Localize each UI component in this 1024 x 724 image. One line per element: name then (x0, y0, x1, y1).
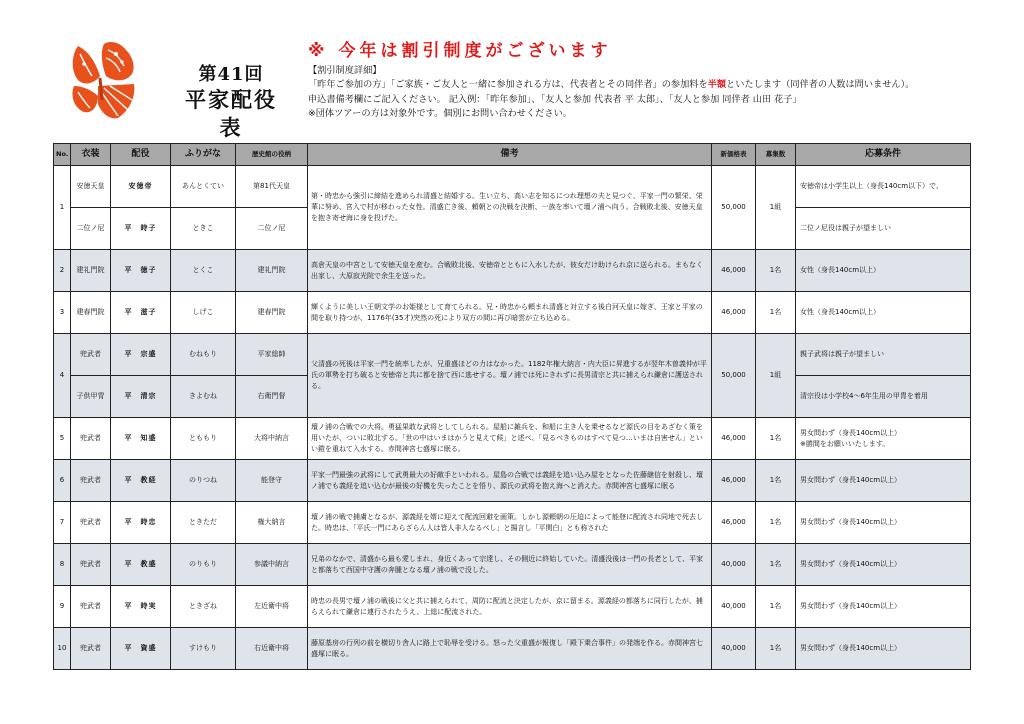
title-name: 平家配役表 (185, 87, 277, 140)
row-costume: 兜武者 (71, 502, 111, 544)
row-count: 1名 (756, 418, 796, 460)
row-count: 1組 (756, 166, 796, 250)
role-table (53, 143, 971, 670)
row-price: 46,000 (712, 460, 756, 502)
row-kana: のりもり (171, 544, 236, 586)
row-note: 壇ノ浦の合戦での大将。勇猛果敢な武将としてしられる。屋船に雑兵を、和船に主き人を乗せるなど源氏の目をあざむく策を用いたが、ついに敗北する。「世の中はいまはかうと見えて候」と述べ、「見るべきものはすべて見つ…いまは自害せん」といい鎧を重ねて入水する。赤間神宮七盛塚に眠る。 (308, 418, 712, 460)
row-price: 46,000 (712, 292, 756, 334)
row-cast: 平家総帥 (236, 334, 308, 376)
row-no: 3 (54, 292, 71, 334)
row-conditions: 男女問わず（身長140cm以上） (796, 586, 971, 628)
row-costume: 子供甲冑 (71, 376, 111, 418)
row-note: 父清盛の死後は平家一門を統率したが、兄重盛ほどの力はなかった。1182年権大納言・内大臣に昇進するが翌年木曽義仲が平氏の軍勢を打ち破ると安徳帝と共に都を捨て西に逃せする。壇ノ浦では死にきれずに長男清宗と共に捕えられ鎌倉に護送される。 (308, 334, 712, 418)
row-note: 兄弟のなかで、清盛から最も愛しまれ、身近くあって宗達し、その側近に終始していた。清盛没後は一門の長老として、平家と都落ちて西国中守護の奔腫となる壇ノ浦の戦で没した。 (308, 544, 712, 586)
row-count: 1名 (756, 544, 796, 586)
row-conditions: 安徳帝は小学生以上（身長140cm以下）で、 (796, 166, 971, 208)
row-kana: すけもり (171, 628, 236, 670)
row-conditions: 女性（身長140cm以上） (796, 292, 971, 334)
row-conditions: 男女問わず（身長140cm以上） (796, 502, 971, 544)
table-row (54, 292, 971, 334)
row-note: 平家一門最強の武将にして武勇最大の好敵手といわれる。屋島の合戦では義経を追い込み屋をとなった佐藤継信を射殺し、壇ノ浦でも義経を追い込むが最後の好機を失ったことを悟り、源氏の武将を抱え海へと消えた。赤間神宮七盛塚に眠る (308, 460, 712, 502)
row-costume: 安徳天皇 (71, 166, 111, 208)
row-cast: 参議中納言 (236, 544, 308, 586)
row-price: 50,000 (712, 166, 756, 250)
row-no: 8 (54, 544, 71, 586)
row-role: 平 徳子 (111, 250, 171, 292)
header-costume: 衣装 (71, 144, 111, 166)
row-conditions: 男女問わず（身長140cm以上） (796, 544, 971, 586)
header-price: 新価格表 (712, 144, 756, 166)
table-row (54, 166, 971, 208)
header-note: 備考 (308, 144, 712, 166)
discount-line-1-post: といたします（同伴者の人数は問いません）。 (726, 79, 915, 91)
row-cast: 能登守 (236, 460, 308, 502)
header-kana: ふりがな (171, 144, 236, 166)
row-no: 4 (54, 334, 71, 418)
table-row (54, 586, 971, 628)
discount-line-1 (308, 78, 998, 92)
row-price: 40,000 (712, 544, 756, 586)
row-kana: しげこ (171, 292, 236, 334)
row-kana: のりつね (171, 460, 236, 502)
row-count: 1名 (756, 460, 796, 502)
table-row (54, 418, 971, 460)
row-kana: ときこ (171, 208, 236, 250)
row-kana: きよむね (171, 376, 236, 418)
row-count: 1名 (756, 292, 796, 334)
row-conditions: 男女問わず（身長140cm以上） (796, 460, 971, 502)
row-costume: 兜武者 (71, 544, 111, 586)
row-role: 安徳帝 (111, 166, 171, 208)
row-role: 平 時忠 (111, 502, 171, 544)
row-role: 平 宗盛 (111, 334, 171, 376)
row-role: 平 資盛 (111, 628, 171, 670)
row-kana: むねもり (171, 334, 236, 376)
row-cast: 建礼門院 (236, 250, 308, 292)
row-cast: 左近衛中将 (236, 586, 308, 628)
row-conditions: 女性（身長140cm以上） (796, 250, 971, 292)
row-cast: 建春門院 (236, 292, 308, 334)
row-costume: 建春門院 (71, 292, 111, 334)
discount-headline: ※ 今年は割引制度がございます (308, 41, 612, 61)
row-costume: 兜武者 (71, 586, 111, 628)
row-kana: ときざね (171, 586, 236, 628)
row-kana: とももり (171, 418, 236, 460)
row-count: 1名 (756, 250, 796, 292)
row-cast: 二位ノ尼 (236, 208, 308, 250)
row-count: 1名 (756, 628, 796, 670)
row-cast: 右近衛中将 (236, 628, 308, 670)
row-no: 6 (54, 460, 71, 502)
table-row (54, 544, 971, 586)
row-costume: 兜武者 (71, 460, 111, 502)
table-row (54, 334, 971, 376)
row-costume: 兜武者 (71, 418, 111, 460)
table-row (54, 502, 971, 544)
row-price: 40,000 (712, 586, 756, 628)
row-cast: 権大納言 (236, 502, 308, 544)
row-role: 平 滋子 (111, 292, 171, 334)
row-role: 平 時子 (111, 208, 171, 250)
row-note: 時忠の長男で壇ノ浦の戦後に父と共に捕えられて、周防に配流と決定したが、京に留まる。源義経の都落ちに同行したが、捕らえられて鎌倉に連行されたうえ、上総に配流された。 (308, 586, 712, 628)
page-title (176, 64, 286, 142)
row-costume: 建礼門院 (71, 250, 111, 292)
table-row (54, 460, 971, 502)
row-conditions: 二位ノ尼役は親子が望ましい (796, 208, 971, 250)
header-conditions: 応募条件 (796, 144, 971, 166)
row-conditions: 清宗役は小学校4～6年生用の甲冑を着用 (796, 376, 971, 418)
table-row (54, 250, 971, 292)
row-no: 9 (54, 586, 71, 628)
discount-notice (308, 38, 998, 121)
discount-line-2: 申込書備考欄にご記入ください。 記入例：「昨年参加」、「友人と参加 代表者 平 太郎」、「友人と参加 同伴者 山田 花子」 (308, 93, 802, 105)
row-no: 7 (54, 502, 71, 544)
row-role: 平 清宗 (111, 376, 171, 418)
row-costume: 兜武者 (71, 334, 111, 376)
row-price: 40,000 (712, 628, 756, 670)
row-price: 50,000 (712, 334, 756, 418)
row-conditions: 男女問わず（身長140cm以上） ※勝間をお願いいたします。 (796, 418, 971, 460)
header-cast: 歴史館の役柄 (236, 144, 308, 166)
row-note: 高倉天皇の中宮として安徳天皇を産む。合戦敗北後、安徳帝とともに入水したが、彼女だけ助けられ京に送られる。まもなく出家し、大原寂光院で余生を送った。 (308, 250, 712, 292)
row-costume: 二位ノ尼 (71, 208, 111, 250)
row-role: 平 時実 (111, 586, 171, 628)
row-conditions: 親子武将は親子が望ましい (796, 334, 971, 376)
row-role: 平 知盛 (111, 418, 171, 460)
row-no: 2 (54, 250, 71, 292)
header-no: No. (54, 144, 71, 166)
row-count: 1名 (756, 502, 796, 544)
row-no: 10 (54, 628, 71, 670)
row-count: 1名 (756, 586, 796, 628)
row-note: 輝くように美しい王朝文学のお姫様として育てられる。兄・時忠から頼まれ清盛と対立する後白河天皇に嫁ぎ、王家と平家の間を取り持つが、1176年(35才)突然の死により双方の間に再び暗雲が立ち込める。 (308, 292, 712, 334)
discount-line-1-pre: 「昨年ご参加の方」「ご家族・ご友人と一緒に参加される方は、代表者とその同伴者」の参加料を (308, 79, 708, 91)
discount-line-3: ※団体ツアーの方は対象外です。個別にお問い合わせください。 (308, 107, 572, 119)
row-costume: 兜武者 (71, 628, 111, 670)
row-note: 第・時忠から強引に締結を進められ清盛と結婚する。生い立ち、高い志を知るにつれ理想の夫と見つぐ、平家一門の繁栄、栄華に努め、宮入で村が移わった女性。清盛亡き後、頼朝との決戦を決断、一族を率いて壇ノ浦へ向う。合戦敗北後、安徳天皇を抱き寄せ海に身を投げた。 (308, 166, 712, 250)
table-header-row (54, 144, 971, 166)
row-cast: 第81代天皇 (236, 166, 308, 208)
butterfly-crest-icon (68, 40, 140, 122)
header-count: 募集数 (756, 144, 796, 166)
discount-half-price: 半額 (707, 79, 727, 91)
row-role: 平 教経 (111, 460, 171, 502)
row-count: 1組 (756, 334, 796, 418)
row-conditions: 男女問わず（身長140cm以上） (796, 628, 971, 670)
discount-detail-label: 【割引制度詳細】 (308, 65, 382, 76)
row-cast: 大将中納言 (236, 418, 308, 460)
row-no: 5 (54, 418, 71, 460)
row-kana: とくこ (171, 250, 236, 292)
row-price: 46,000 (712, 250, 756, 292)
title-edition: 第41回 (198, 64, 264, 85)
row-kana: ときただ (171, 502, 236, 544)
row-note: 壇ノ浦の戦で捕虜となるが、源義経を婿に迎えて配流回避を画策。しかし源頼朝の圧迫によって能登に配流され同地で死去した。時忠は、「平氏一門にあらざらん人は皆人非人なるべし」と揚言し「平関白」とも称された (308, 502, 712, 544)
header-role: 配役 (111, 144, 171, 166)
row-kana: あんとくてい (171, 166, 236, 208)
row-no: 1 (54, 166, 71, 250)
row-role: 平 教盛 (111, 544, 171, 586)
row-cast: 右衛門督 (236, 376, 308, 418)
row-note: 藤原基房の行列の前を横切り舎人に路上で恥辱を受ける。怒った父重盛が報復し「殿下乗合事件」の発端を作る。赤間神宮七盛塚に眠る。 (308, 628, 712, 670)
row-price: 46,000 (712, 418, 756, 460)
row-price: 46,000 (712, 502, 756, 544)
table-row (54, 628, 971, 670)
